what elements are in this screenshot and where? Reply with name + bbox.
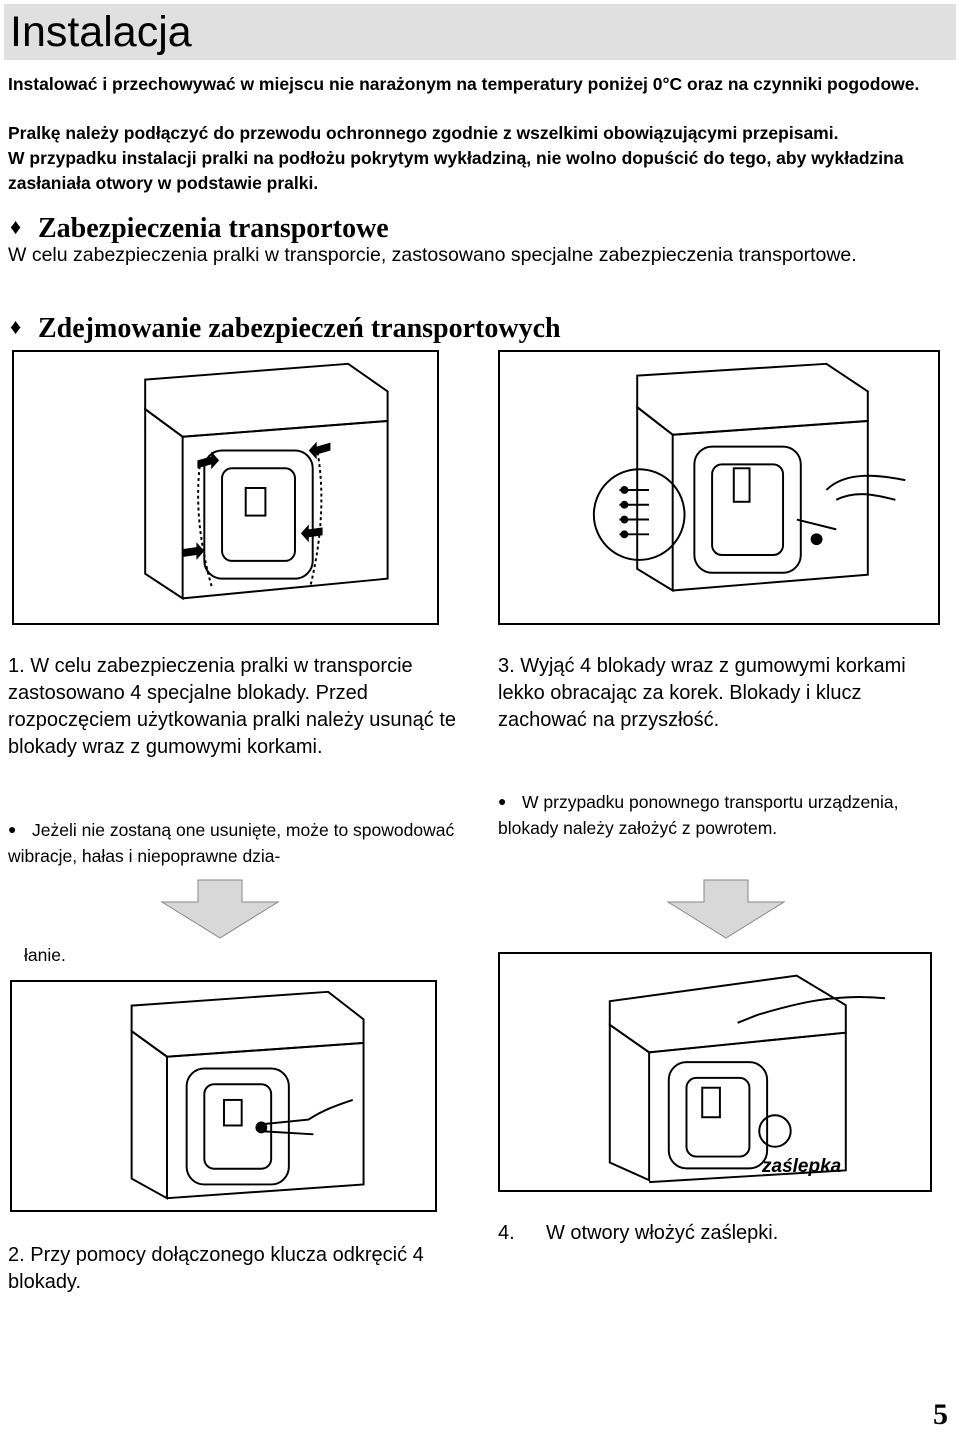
figure-2-unscrew-blocks bbox=[10, 980, 437, 1212]
step-1-text: 1. W celu zabezpieczenia pralki w transporcie zastosowano 4 specjalne blokady. Przed rozpoczęciem użytkowania pralki należy usunąć te blokady wraz z gumowymi korkami. bbox=[8, 655, 456, 758]
figure-1-machine-back-arrows bbox=[12, 350, 439, 625]
diamond-icon: ♦ bbox=[10, 314, 22, 339]
section-heading-removal bbox=[10, 310, 561, 346]
figure-4-insert-caps bbox=[498, 952, 932, 1192]
page-title: Instalacja bbox=[10, 8, 192, 56]
section-heading-transport bbox=[10, 210, 389, 246]
note-3-text: W przypadku ponownego transportu urządzenia, blokady należy założyć z powrotem. bbox=[498, 792, 899, 838]
intro-paragraph-1: Instalować i przechowywać w miejscu nie narażonym na temperatury poniżej 0°C oraz na czynniki pogodowe. bbox=[8, 74, 920, 94]
bullet-icon: ● bbox=[498, 793, 507, 809]
step-4-text: W otwory włożyć zaślepki. bbox=[546, 1222, 779, 1244]
intro-paragraph-2: Pralkę należy podłączyć do przewodu ochronnego zgodnie z wszelkimi obowiązującymi przepisami. bbox=[8, 123, 839, 143]
down-arrow-left-icon bbox=[160, 878, 280, 940]
section-transport-text: W celu zabezpieczenia pralki w transporcie, zastosowano specjalne zabezpieczenia transportowe. bbox=[8, 244, 857, 266]
diamond-icon: ♦ bbox=[10, 214, 22, 239]
step-4-number: 4. bbox=[498, 1222, 515, 1244]
step-2-text: 2. Przy pomocy dołączonego klucza odkręcić 4 blokady. bbox=[8, 1244, 424, 1293]
figure-3-drawing bbox=[500, 352, 938, 623]
down-arrow-right-icon bbox=[666, 878, 786, 940]
section-heading-transport-text: Zabezpieczenia transportowe bbox=[38, 213, 389, 244]
plug-label: zaślepka bbox=[762, 1156, 842, 1177]
figure-3-remove-blocks bbox=[498, 350, 940, 625]
step-3-text: 3. Wyjąć 4 blokady wraz z gumowymi korkami lekko obracając za korek. Blokady i klucz zachować na przyszłość. bbox=[498, 655, 906, 731]
figure-1-drawing bbox=[14, 352, 437, 623]
figure-2-drawing bbox=[12, 982, 435, 1210]
note-1 bbox=[8, 816, 458, 869]
note-1-continuation: łanie. bbox=[24, 945, 66, 965]
bullet-icon: ● bbox=[8, 821, 17, 837]
intro-paragraph-3: W przypadku instalacji pralki na podłożu pokrytym wykładziną, nie wolno dopuścić do tego, aby wykładzina zasłaniała otwory w podstawie pralki. bbox=[8, 148, 904, 193]
figure-4-drawing bbox=[500, 954, 930, 1190]
note-1-text: Jeżeli nie zostaną one usunięte, może to spowodować wibracje, hałas i niepoprawne dzia- bbox=[8, 820, 455, 866]
page-number: 5 bbox=[933, 1398, 948, 1431]
section-heading-removal-text: Zdejmowanie zabezpieczeń transportowych bbox=[38, 313, 561, 344]
note-3 bbox=[498, 788, 948, 841]
